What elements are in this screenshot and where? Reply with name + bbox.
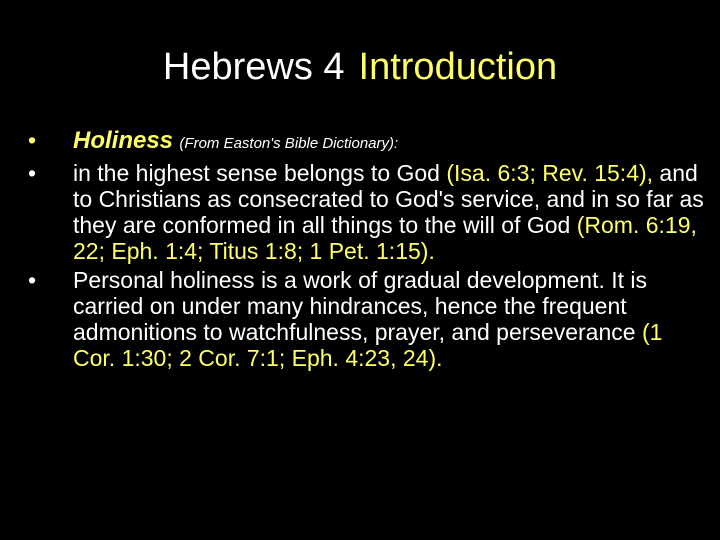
holiness-term: Holiness [73, 127, 174, 154]
title-accent-text: Introduction [358, 46, 558, 88]
bullet-list [28, 127, 708, 374]
personal-holiness-text: Personal holiness is a work of gradual development. It is carried on under many hindrances, hence the frequent admonitions to watchfulness, prayer, and perseverance [73, 267, 648, 345]
scripture-reference: (Rom. 6:19, 22; Eph. 1:4; Titus 1:8; 1 Pet. 1:15). [73, 212, 697, 264]
bullet-item-personal-holiness [28, 267, 708, 371]
definition-text-1: in the highest sense belongs to God [73, 160, 447, 186]
source-note: (From Easton's Bible Dictionary): [179, 135, 399, 152]
bullet-marker: • [28, 267, 37, 293]
bullet-marker: • [28, 127, 37, 153]
title-main-text: Hebrews 4 [162, 46, 345, 88]
definition-text-2: and to Christians as consecrated to God's service, and in so far as they are conformed in all things to the will of God [73, 160, 704, 238]
bullet-item-definition [28, 160, 708, 264]
slide-title [0, 42, 720, 92]
bullet-item-holiness [28, 127, 708, 157]
bullet-marker: • [28, 160, 37, 186]
scripture-reference: (1 Cor. 1:30; 2 Cor. 7:1; Eph. 4:23, 24). [73, 319, 663, 371]
scripture-reference: (Isa. 6:3; Rev. 15:4), [446, 160, 654, 186]
